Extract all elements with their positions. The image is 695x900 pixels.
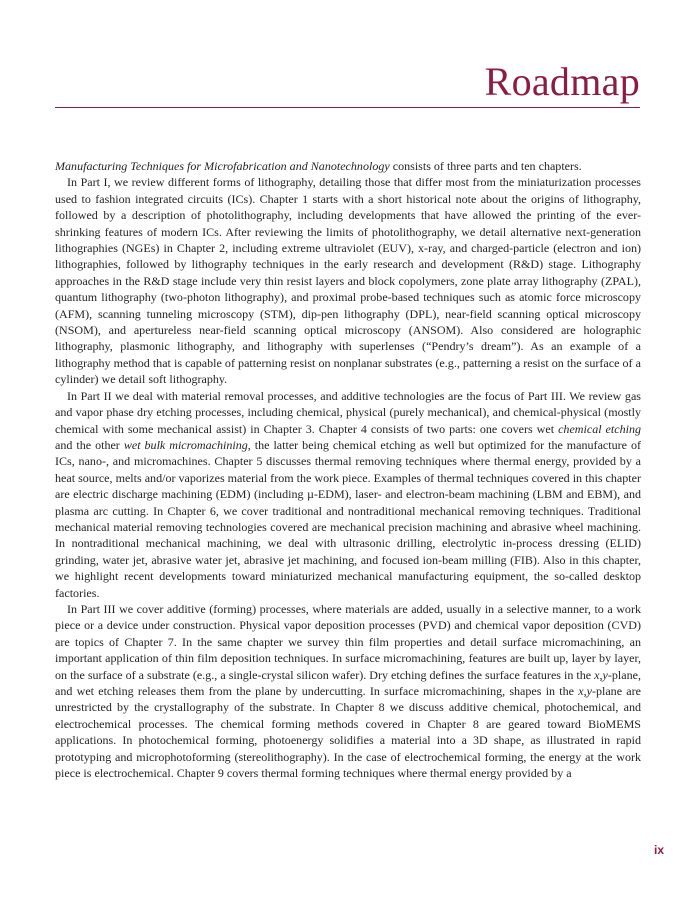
paragraph-intro-text: consists of three parts and ten chapters. [389, 159, 582, 173]
page-header [55, 55, 640, 108]
paragraph-part-three [55, 601, 641, 781]
emphasis-wet-bulk-micromachining: wet bulk micromachining [123, 437, 248, 452]
paragraph-part-two-text-b: and the other [55, 437, 124, 452]
page-number: ix [653, 843, 664, 857]
paragraph-part-three-text-c: -plane are unrestricted by the crystallography of the substrate. In Chapter 8 we discuss additive chemical, photochemical, and electrochemical processes. The chemical forming methods covered in Chapter 8 are geared toward BioMEMS applications. In photochemical forming, photoenergy solidifies a material into a 3D shape, as illustrated in rapid prototyping and microphotoforming (stereolithography). In the case of electrochemical forming, the energy at the work piece is electrochemical. Chapter 9 covers thermal forming techniques where thermal energy provided by a [55, 684, 641, 781]
paragraph-part-three-text-a: In Part III we cover additive (forming) processes, where materials are added, usually in a selective manner, to a work piece or a device under construction. Physical vapor deposition processes (PVD) and chemical vapor deposition (CVD) are topics of Chapter 7. In the same chapter we survey thin film properties and detail surface micromachining, an important application of thin film deposition techniques. In surface micromachining, features are built up, layer by layer, on the surface of a substrate (e.g., a single-crystal silicon wafer). Dry etching defines the surface features in the [55, 601, 641, 682]
paragraph-part-two [55, 388, 641, 601]
paragraph-part-two-text-a: In Part II we deal with material removal processes, and additive technologies are the focus of Part III. We review gas and vapor phase dry etching processes, including chemical, physical (purely mechanical), and chemical-physical (mostly chemical with some mechanical assist) in Chapter 3. Chapter 4 consists of two parts: one covers wet [55, 388, 641, 436]
emphasis-xy-plane-2: x,y [578, 684, 592, 698]
emphasis-xy-plane-1: x,y [594, 667, 608, 682]
paragraph-part-one: In Part I, we review different forms of lithography, detailing those that differ most from the miniaturization processes used to fashion integrated circuits (ICs). Chapter 1 starts with a short historical note about the origins of lithography, followed by a description of photolithography, including developments that have allowed the printing of the ever-shrinking features of modern ICs. After reviewing the limits of photolithography, we detail alternative next-generation lithographies (NGEs) in Chapter 2, including extreme ultraviolet (EUV), x-ray, and charged-particle (electron and ion) lithographies, followed by lithography techniques in the early research and development (R&D) stage. Lithography approaches in the R&D stage include very thin resist layers and block copolymers, zone plate array lithography (ZPAL), quantum lithography (two-photon lithography), and proximal probe-based techniques such as atomic force microscopy (AFM), scanning tunneling microscopy (STM), dip-pen lithography (DPL), near-field scanning optical microscopy (NSOM), and apertureless near-field scanning optical microscopy (ANSOM). Also considered are holographic lithography, plasmonic lithography, and lithography with superlenses (“Pendry’s dream”). As an example of a lithography method that is capable of patterning resist on nonplanar substrates (e.g., patterning a resist on the surface of a cylinder) we detail soft lithography. [55, 175, 641, 387]
paragraph-part-three-text-b: -plane, and wet etching releases them from the plane by undercutting. In surface micromachining, shapes in the [55, 667, 641, 698]
body-text [55, 158, 641, 781]
paragraph-intro [55, 158, 641, 174]
paragraph-part-two-text-c: , the latter being chemical etching as well but optimized for the manufacture of ICs, nano-, and micromachines. Chapter 5 discusses thermal removing techniques where thermal energy, provided by a heat source, melts and/or vaporizes material from the work piece. Examples of thermal techniques covered in this chapter are electric discharge machining (EDM) (including µ-EDM), laser- and electron-beam machining (LBM and EBM), and plasma arc cutting. In Chapter 6, we cover traditional and nontraditional mechanical removing techniques. Traditional mechanical material removing technologies covered are mechanical precision machining and abrasive wheel machining. In nontraditional mechanical machining, we deal with ultrasonic drilling, electrolytic in-process dressing (ELID) grinding, water jet, abrasive water jet, abrasive jet machining, and focused ion-beam milling (FIB). Also in this chapter, we highlight recent developments toward miniaturized mechanical manufacturing equipment, the so-called desktop factories. [55, 437, 642, 600]
book-title: Manufacturing Techniques for Microfabrication and Nanotechnology [55, 159, 390, 173]
chapter-title: Roadmap [484, 59, 640, 104]
emphasis-chemical-etching: chemical etching [558, 421, 642, 436]
